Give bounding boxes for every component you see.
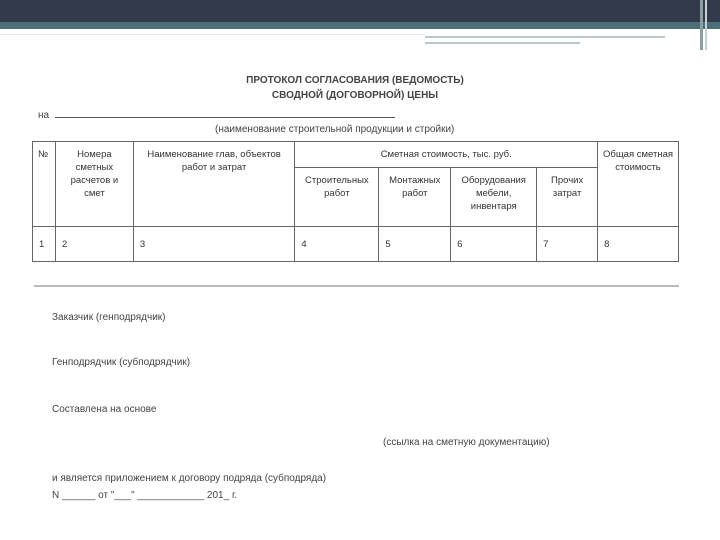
header-estimate-numbers: Номера сметных расчетов и смет — [55, 142, 133, 227]
header-chapter-names: Наименование глав, объектов работ и затрат — [133, 142, 295, 227]
header-total-cost: Общая сметная стоимость — [598, 142, 679, 227]
basis-caption: (ссылка на сметную документацию) — [383, 437, 550, 448]
table-header-row — [33, 142, 679, 168]
column-number-cell: 7 — [537, 227, 598, 262]
customer-label: Заказчик (генподрядчик) — [52, 312, 166, 323]
basis-label: Составлена на основе — [52, 404, 157, 415]
decor-line — [0, 34, 425, 35]
column-number-cell: 2 — [55, 227, 133, 262]
slide-top-bar — [0, 0, 720, 22]
appendix-text: и является приложением к договору подряда (субподряда) — [52, 473, 327, 484]
object-name-blank — [55, 108, 395, 118]
header-other-costs: Прочих затрат — [537, 168, 598, 227]
document-title — [190, 73, 520, 103]
object-name-line — [38, 108, 395, 121]
contract-number-line: N ______ от "___" ____________ 201_ г. — [52, 490, 238, 501]
header-estimated-cost: Сметная стоимость, тыс. руб. — [295, 142, 598, 168]
column-number-cell: 8 — [598, 227, 679, 262]
column-number-cell: 1 — [33, 227, 56, 262]
decor-stripe — [700, 0, 703, 50]
decor-line — [425, 42, 580, 44]
title-line-1: ПРОТОКОЛ СОГЛАСОВАНИЯ (ВЕДОМОСТЬ) — [246, 75, 464, 86]
object-name-caption: (наименование строительной продукции и стройки) — [215, 124, 455, 135]
header-equipment: Оборудования мебели, инвентаря — [451, 168, 537, 227]
header-installation-works: Монтажных работ — [379, 168, 451, 227]
na-label: на — [38, 110, 50, 121]
decor-stripe — [705, 0, 707, 50]
price-table — [32, 141, 679, 262]
header-construction-works: Строительных работ — [295, 168, 379, 227]
slide-accent-bar — [0, 22, 720, 29]
decor-line — [425, 36, 665, 38]
column-number-cell: 6 — [451, 227, 537, 262]
header-number: № — [33, 142, 56, 227]
contractor-label: Генподрядчик (субподрядчик) — [52, 357, 191, 368]
column-number-cell: 3 — [133, 227, 295, 262]
column-number-cell: 4 — [295, 227, 379, 262]
table-row — [33, 227, 679, 262]
table-shadow — [34, 285, 679, 287]
title-line-2: СВОДНОЙ (ДОГОВОРНОЙ) ЦЕНЫ — [271, 90, 439, 101]
column-number-cell: 5 — [379, 227, 451, 262]
